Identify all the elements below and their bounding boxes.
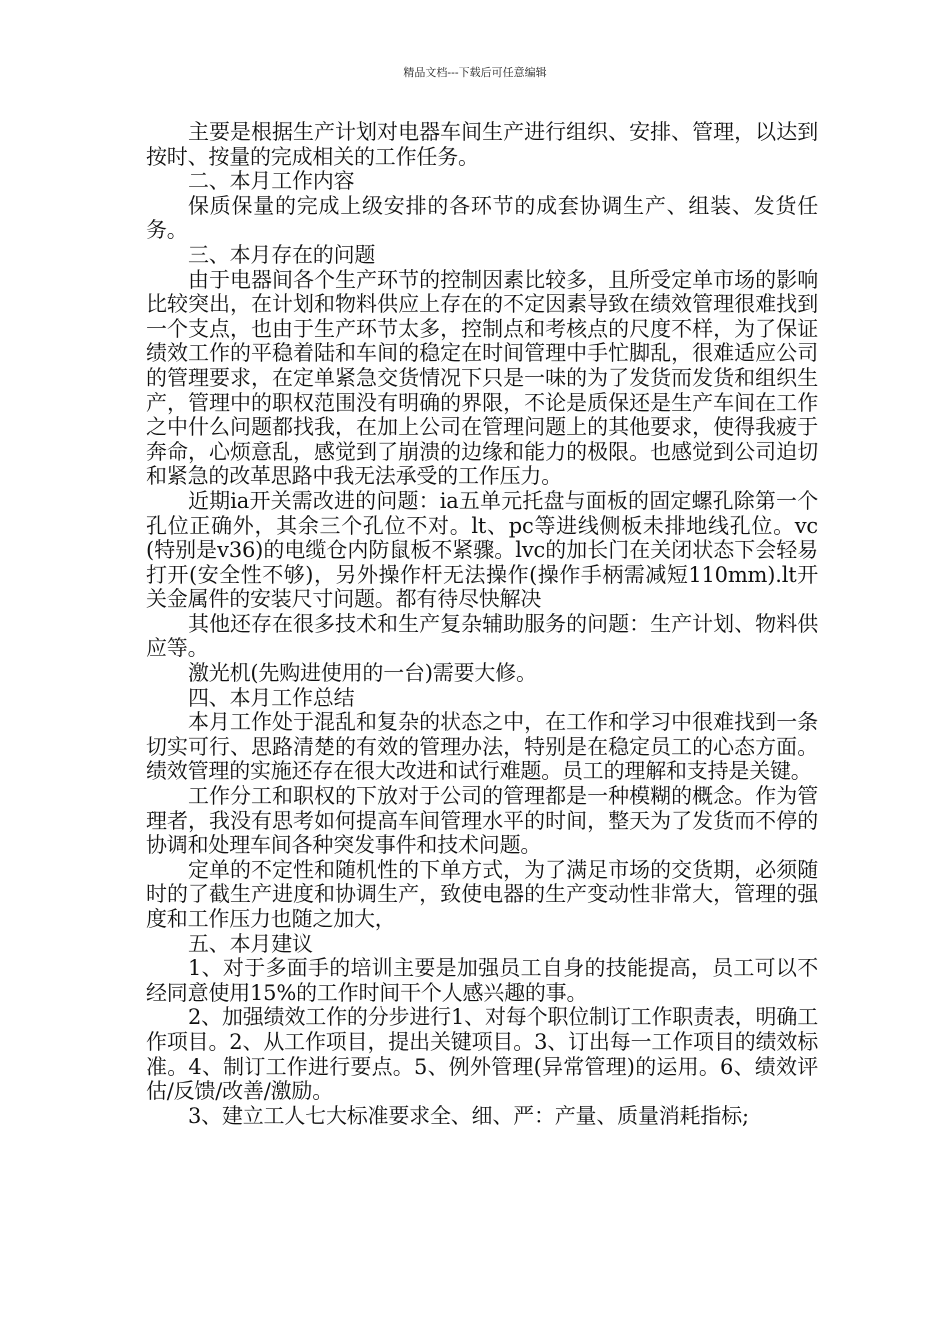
section-heading-3: 三、本月存在的问题 <box>188 242 376 267</box>
paragraph-ia-switch-issues: 近期ia开关需改进的问题：ia五单元托盘与面板的固定螺孔除第一个孔位正确外，其余三个孔位不对。lt、pc等进线侧板未排地线孔位。vc(特别是v36)的电缆仓内防鼠板不紧骤。lvc的加长门在关闭状态下会轻易打开(安全性不够)，另外操作杆无法操作(操作手柄需减短110mm).lt开关金属件的安装尺寸问题。都有待尽快解决 <box>146 488 818 612</box>
paragraph-intro: 主要是根据生产计划对电器车间生产进行组织、安排、管理，以达到按时、按量的完成相关的工作任务。 <box>146 120 818 169</box>
paragraph-suggestion-1: 1、对于多面手的培训主要是加强员工自身的技能提高，员工可以不经同意使用15%的工作时间干个人感兴趣的事。 <box>146 956 818 1005</box>
paragraph-suggestion-3: 3、建立工人七大标准要求全、细、严：产量、质量消耗指标; <box>188 1103 749 1128</box>
paragraph-other-issues: 其他还存在很多技术和生产复杂辅助服务的问题：生产计划、物料供应等。 <box>146 611 818 661</box>
document-body <box>146 120 818 1128</box>
paragraph-work-content: 保质保量的完成上级安排的各环节的成套协调生产、组装、发货任务。 <box>146 193 818 243</box>
section-heading-2: 二、本月工作内容 <box>188 169 355 194</box>
paragraph-laser-machine: 激光机(先购进使用的一台)需要大修。 <box>188 661 537 686</box>
section-heading-5: 五、本月建议 <box>188 931 313 956</box>
paragraph-summary-2: 工作分工和职权的下放对于公司的管理都是一种模糊的概念。作为管理者，我没有思考如何提高车间管理水平的时间，整天为了发货而不停的协调和处理车间各种突发事件和技术问题。 <box>146 784 818 858</box>
paragraph-problems: 由于电器间各个生产环节的控制因素比较多，且所受定单市场的影响比较突出，在计划和物料供应上存在的不定因素导致在绩效管理很难找到一个支点，也由于生产环节太多，控制点和考核点的尺度不样，为了保证绩效工作的平稳着陆和车间的稳定在时间管理中手忙脚乱，很难适应公司的管理要求，在定单紧急交货情况下只是一味的为了发货而发货和组织生产，管理中的职权范围没有明确的界限，不论是质保还是生产车间在工作之中什么问题都找我，在加上公司在管理问题上的其他要求，使得我疲于奔命，心烦意乱，感觉到了崩溃的边缘和能力的极限。也感觉到公司迫切和紧急的改革思路中我无法承受的工作压力。 <box>146 267 818 489</box>
paragraph-summary-3: 定单的不定性和随机性的下单方式，为了满足市场的交货期，必须随时的了截生产进度和协调生产，致使电器的生产变动性非常大，管理的强度和工作压力也随之加大， <box>146 857 818 931</box>
section-heading-4: 四、本月工作总结 <box>188 685 355 710</box>
page-header: 精品文档---下载后可任意编辑 <box>403 66 547 79</box>
paragraph-summary-1: 本月工作处于混乱和复杂的状态之中，在工作和学习中很难找到一条切实可行、思路清楚的有效的管理办法，特别是在稳定员工的心态方面。绩效管理的实施还存在很大改进和试行难题。员工的理解和支持是关键。 <box>146 710 818 784</box>
paragraph-suggestion-2: 2、加强绩效工作的分步进行1、对每个职位制订工作职责表，明确工作项目。2、从工作项目，提出关键项目。3、订出每一工作项目的绩效标准。4、制订工作进行要点。5、例外管理(异常管理)的运用。6、绩效评估/反馈/改善/激励。 <box>146 1005 818 1104</box>
